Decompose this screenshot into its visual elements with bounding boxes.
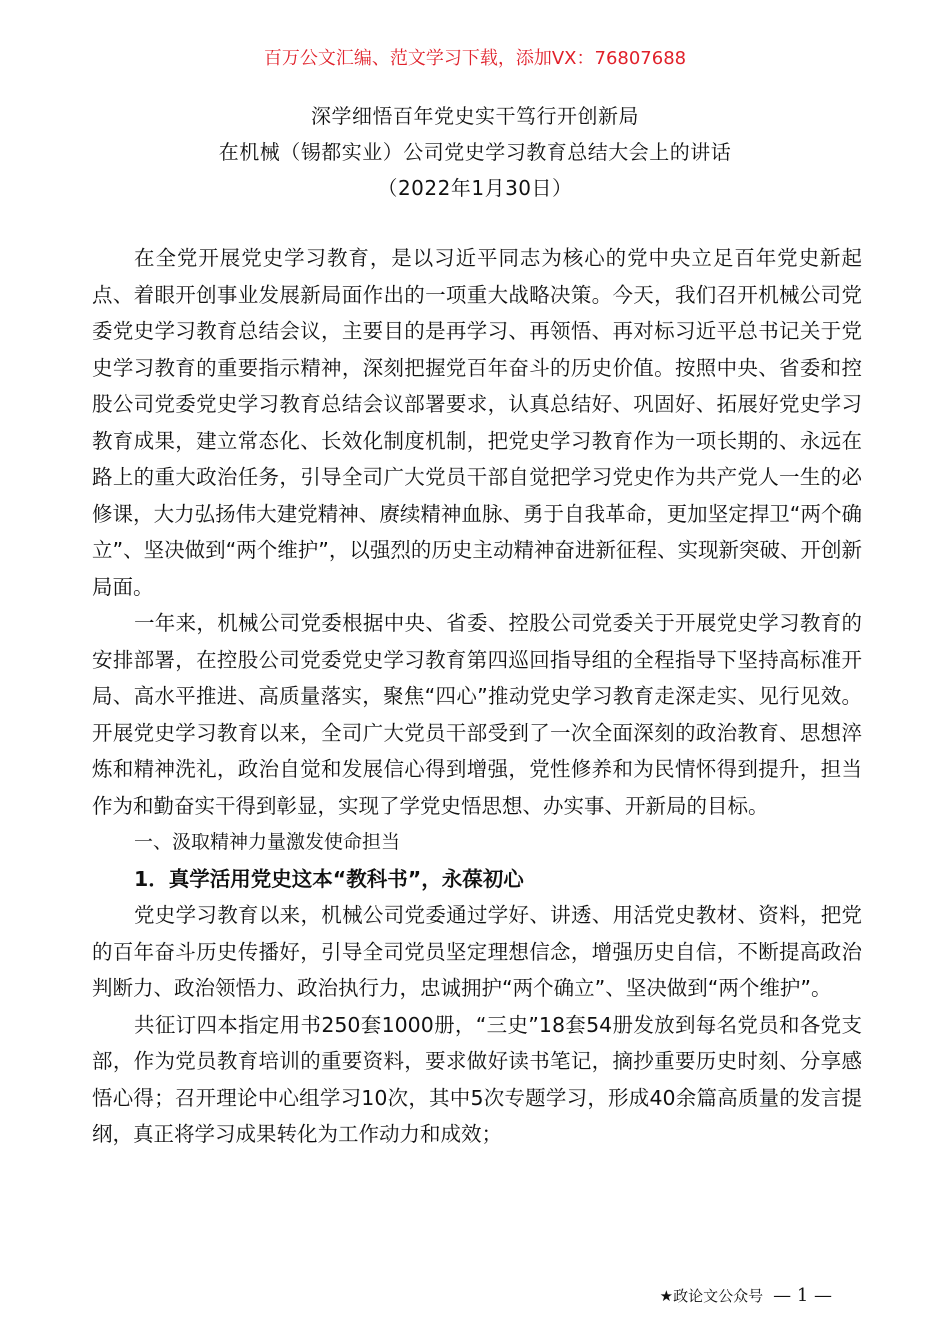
subtitle: 在机械（锡都实业）公司党史学习教育总结大会上的讲话	[218, 140, 732, 164]
download-banner: 百万公文汇编、范文学习下载，添加VX：76807688	[263, 48, 687, 69]
subsection-heading: 1．真学活用党史这本“教科书”，永葆初心	[134, 866, 524, 891]
page-number: — 1 —	[773, 1285, 832, 1306]
paragraph-books: 共征订四本指定用书250套1000册，“三史”18套54册发放到每名党员和各党支部，作为党员教育培训的重要资料，要求做好读书笔记，摘抄重要历史时刻、分享感悟心得；召开理论中心组学习10次，其中5次专题学习，形成40余篇高质量的发言提纲，真正将学习成果转化为工作动力和成效；	[92, 1012, 862, 1146]
footer-source: ★政论文公众号	[659, 1287, 764, 1305]
speech-date: （2022年1月30日）	[377, 176, 573, 200]
paragraph-summary: 一年来，机械公司党委根据中央、省委、控股公司党委关于开展党史学习教育的安排部署，在控股公司党委党史学习教育第四巡回指导组的全程指导下坚持高标准开局、高水平推进、高质量落实，聚焦“四心”推动党史学习教育走深走实、见行见效。开展党史学习教育以来，全司广大党员干部受到了一次全面深刻的政治教育、思想淬炼和精神洗礼，政治自觉和发展信心得到增强，党性修养和为民情怀得到提升，担当作为和勤奋实干得到彰显，实现了学党史悟思想、办实事、开新局的目标。	[92, 611, 862, 818]
paragraph-study: 党史学习教育以来，机械公司党委通过学好、讲透、用活党史教材、资料，把党的百年奋斗历史传播好，引导全司党员坚定理想信念，增强历史自信，不断提高政治判断力、政治领悟力、政治执行力，忠诚拥护“两个确立”、坚决做到“两个维护”。	[92, 903, 862, 1000]
title-block	[0, 98, 950, 206]
main-title: 深学细悟百年党史实干笃行开创新局	[311, 104, 639, 128]
document-body	[92, 240, 862, 1153]
section-heading: 一、汲取精神力量激发使命担当	[134, 831, 401, 853]
paragraph-intro: 在全党开展党史学习教育，是以习近平同志为核心的党中央立足百年党史新起点、着眼开创事业发展新局面作出的一项重大战略决策。今天，我们召开机械公司党委党史学习教育总结会议，主要目的是再学习、再领悟、再对标习近平总书记关于党史学习教育的重要指示精神，深刻把握党百年奋斗的历史价值。按照中央、省委和控股公司党委党史学习教育总结会议部署要求，认真总结好、巩固好、拓展好党史学习教育成果，建立常态化、长效化制度机制，把党史学习教育作为一项长期的、永远在路上的重大政治任务，引导全司广大党员干部自觉把学习党史作为共产党人一生的必修课，大力弘扬伟大建党精神、赓续精神血脉、勇于自我革命，更加坚定捍卫“两个确立”、坚决做到“两个维护”，以强烈的历史主动精神奋进新征程、实现新突破、开创新局面。	[92, 246, 862, 599]
page-footer	[660, 1283, 832, 1309]
